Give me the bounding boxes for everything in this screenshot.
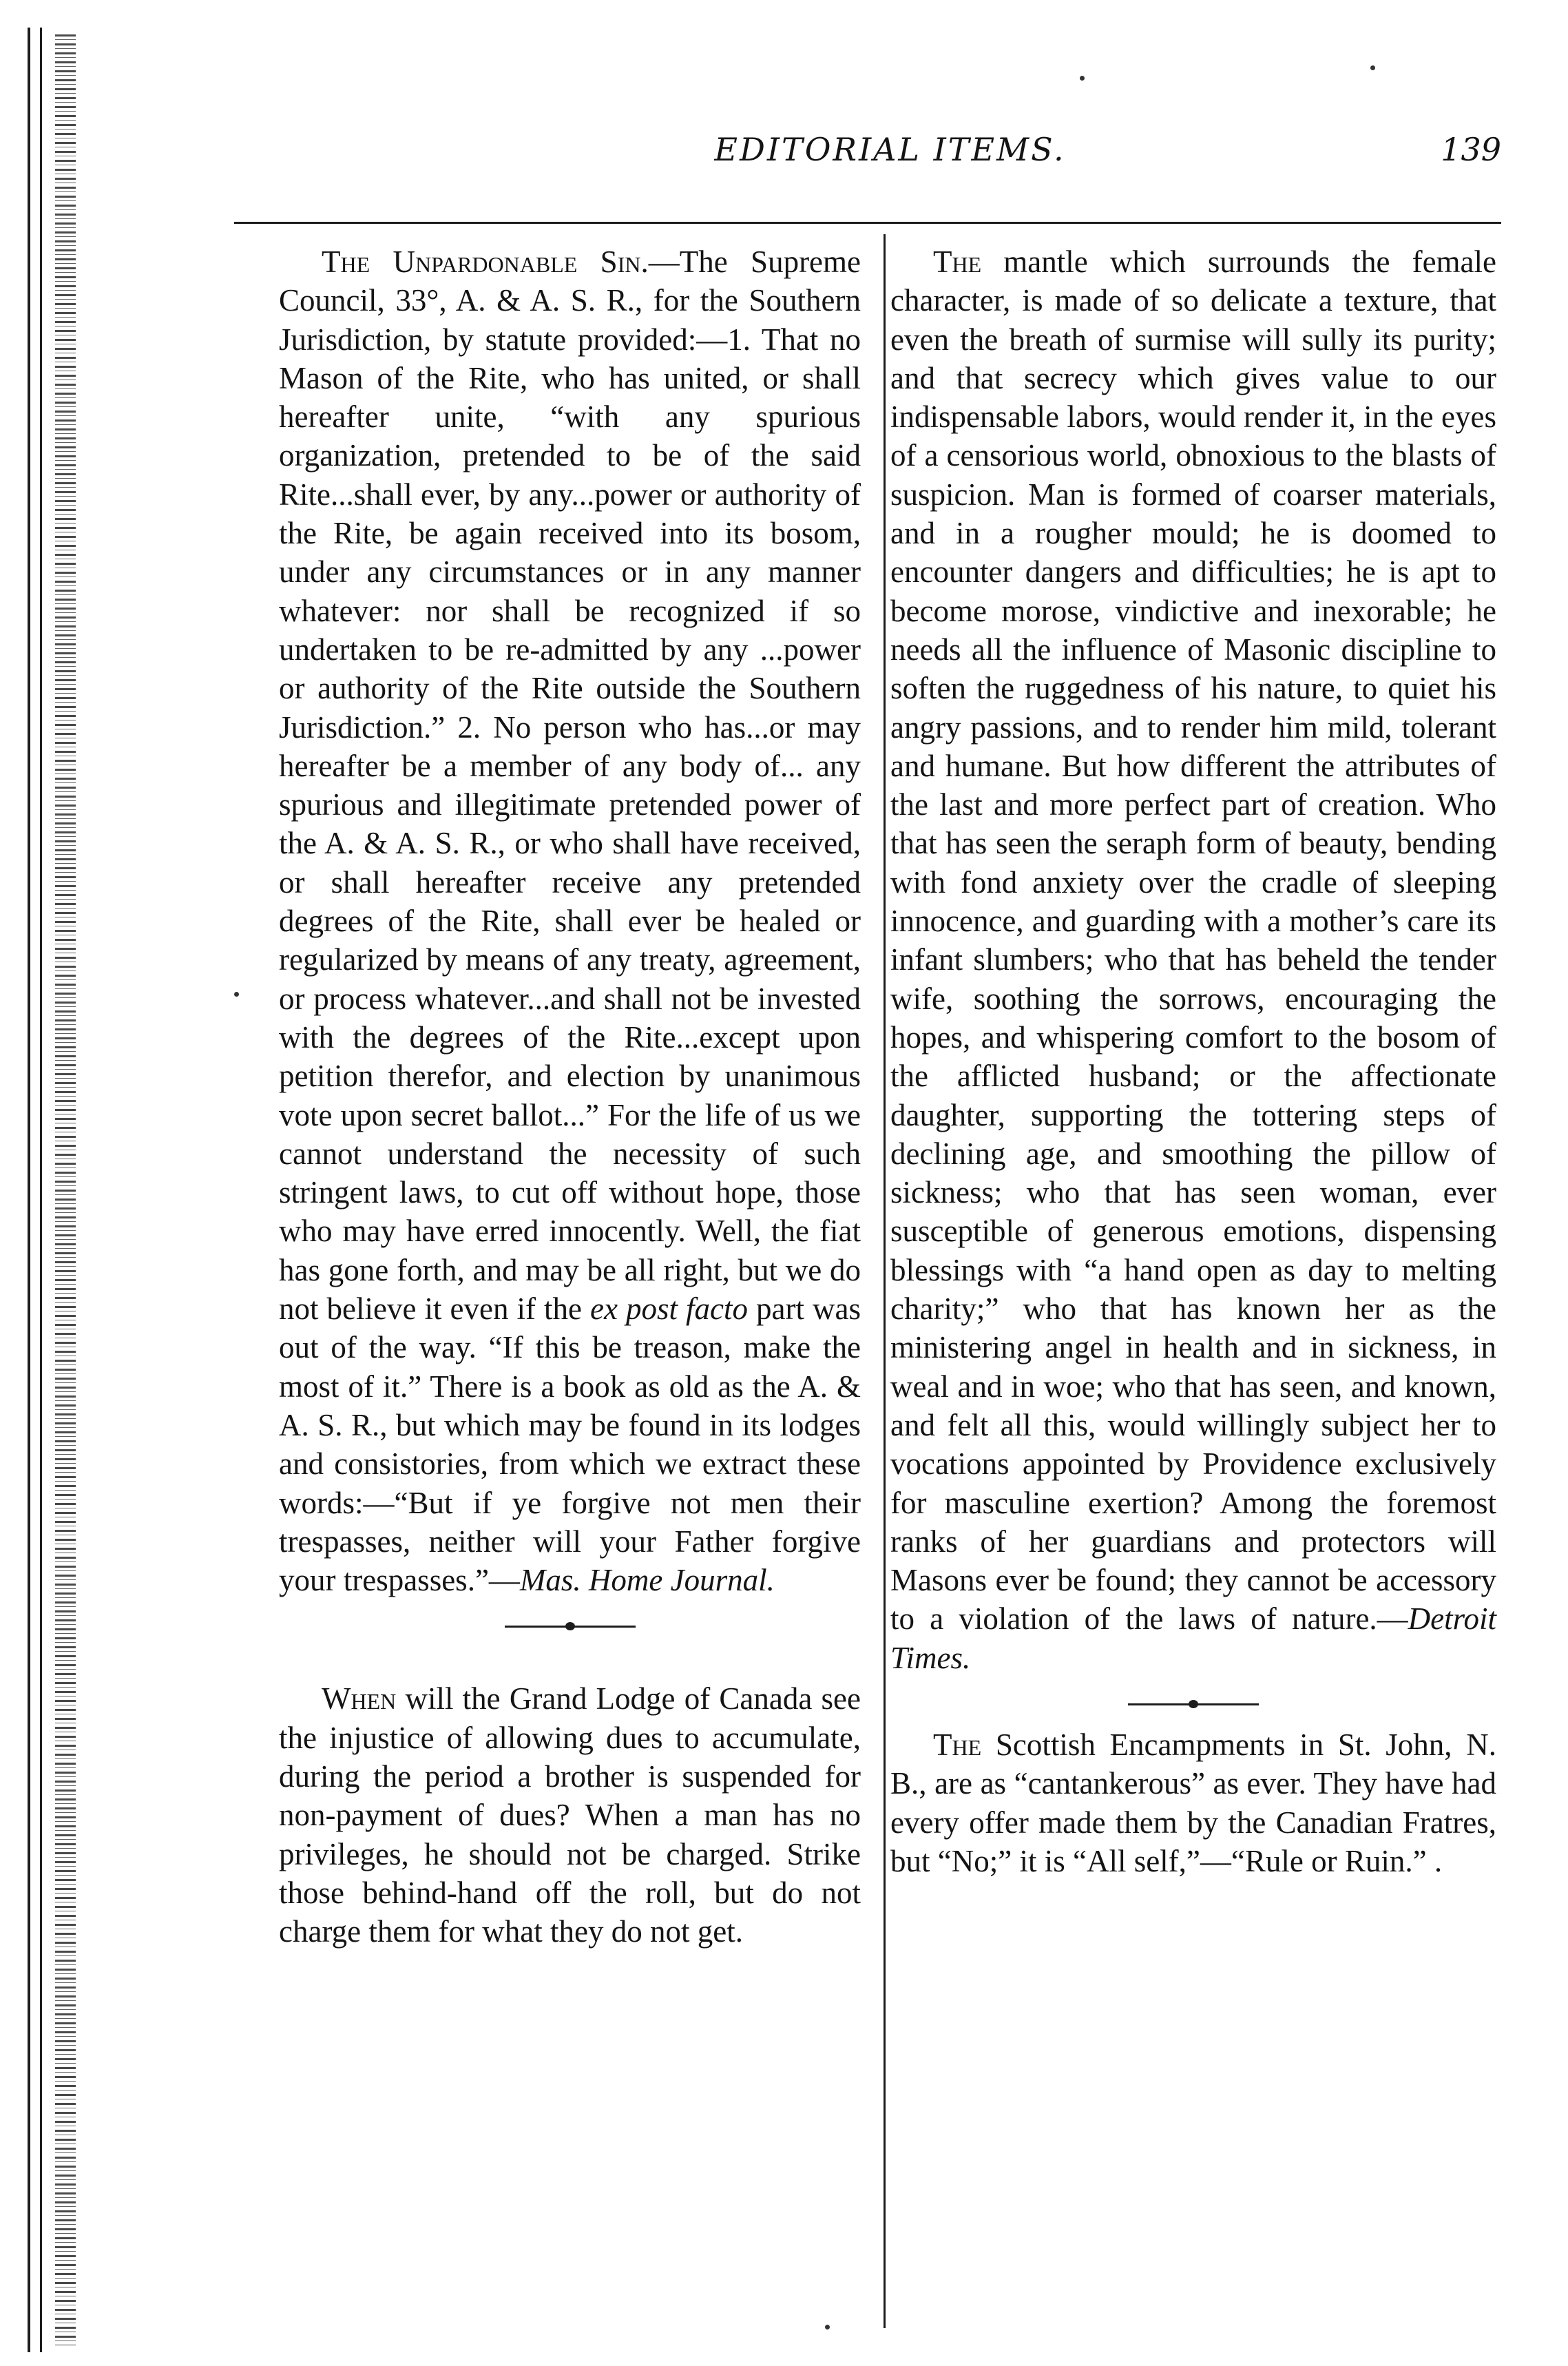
- article-lead: The: [933, 245, 982, 279]
- article-lead: When: [322, 1681, 397, 1716]
- article-body: mantle which surrounds the female character, is made of so delicate a texture, that even the breath of surmise will sully its purity; and that secrecy which gives value to our indispensable labors, would render it, in the eyes of a censorious world, obnoxious to the blasts of suspicion. Man is formed of coarser materials, and in a rougher mould; he is doomed to encounter dangers and difficulties; he is apt to become morose, vindictive and inexorable; he needs all the influence of Masonic discipline to soften the ruggedness of his nature, to quiet his angry passions, and to render him mild, tolerant and humane. But how different the attributes of the last and more perfect part of creation. Who that has seen the seraph form of beauty, bending with fond anxiety over the cradle of sleeping innocence, and guarding with a mother’s care its infant slumbers; who that has beheld the tender wife, soothing the sorrows, encouraging the hopes, and whispering comfort to the bosom of the afflicted husband; or the affectionate daughter, supporting the tottering steps of declining age, and smoothing the pillow of sickness; who that has seen woman, ever susceptible of generous emotions, dispensing blessings with “a hand open as day to melting charity;” who that has known her as the ministering angel in health and in sickness, in weal and in woe; who that has seen, and known, and felt all this, would willingly subject her to vocations appointed by Providence exclusively for masculine exertion? Among the foremost ranks of her guardians and protectors will Masons ever be found; they cannot be accessory to a violation of the laws of nature.—: [890, 245, 1496, 1637]
- article-body: —The Supreme Council, 33°, A. & A. S. R., for the Southern Jurisdiction, by statute provided:—1. That no Mason of the Rite, who has united, or shall hereafter unite, “with any spurious organization, pretended to be of the said Rite...shall ever, by any...power or authority of the Rite, be again received into its bosom, under any circumstances or in any manner whatever: nor shall be recognized if so undertaken to be re-admitted by any ...power or authority of the Rite outside the Southern Jurisdiction.” 2. No person who has...or may hereafter be a member of any body of... any spurious and illegitimate pretended power of the A. & A. S. R., or who shall have received, or shall hereafter receive any pretended degrees of the Rite, shall ever be healed or regularized by means of any treaty, agreement, or process whatever...and shall not be invested with the degrees of the Rite...except upon petition therefor, and election by unanimous vote upon secret ballot...” For the life of us we cannot understand the necessity of such stringent laws, to cut off without hope, those who may have erred innocently. Well, the fiat has gone forth, and may be all right, but we do not believe it even if the: [279, 245, 861, 1327]
- print-speck: [234, 992, 239, 997]
- article-lead: The Unpardonable Sin.: [322, 245, 649, 279]
- article-female-character: [890, 242, 1496, 1677]
- article-separator: [890, 1677, 1496, 1725]
- article-scottish-encampments: [890, 1725, 1496, 1880]
- right-column: [890, 242, 1496, 1880]
- print-speck: [1080, 76, 1085, 81]
- article-lead: The: [933, 1727, 982, 1762]
- running-head: EDITORIAL ITEMS.: [714, 131, 1066, 168]
- article-body-continued: part was out of the way. “If this be treason, make the most of it.” There is a book as old as the A. & A. S. R., but which may be found in its lodges and consistories, from which we extract these words:—“But if ye forgive not men their trespasses, neither will your Father forgive your trespasses.”—: [279, 1291, 861, 1598]
- article-body: will the Grand Lodge of Canada see the injustice of allowing dues to accumulate, during the period a brother is suspended for non-payment of dues? When a man has no privileges, he should not be charged. Strike those behind-hand off the roll, but do not charge them for what they do not get.: [279, 1681, 861, 1949]
- print-speck: [825, 2325, 830, 2329]
- article-source: Detroit Times.: [890, 1601, 1496, 1675]
- print-speck: [1370, 65, 1375, 70]
- binding-edge-line: [28, 28, 30, 2352]
- binding-edge-line: [40, 28, 42, 2352]
- article-separator: [279, 1599, 861, 1648]
- article-source: Mas. Home Journal.: [519, 1563, 775, 1598]
- article-unpardonable-sin: [279, 242, 861, 1599]
- article-grand-lodge-dues: [279, 1679, 861, 1951]
- left-column: [279, 242, 861, 1951]
- page-header: [279, 131, 1501, 186]
- binding-edge-texture: [55, 34, 76, 2345]
- page-number: 139: [1441, 131, 1501, 168]
- article-body: Scottish Encampments in St. John, N. B., are as “cantankerous” as ever. They have had every offer made them by the Canadian Fratres, but “No;” it is “All self,”—“Rule or Ruin.” .: [890, 1727, 1496, 1878]
- column-divider: [884, 234, 886, 2328]
- article-italic-phrase: ex post facto: [590, 1291, 748, 1327]
- header-rule: [234, 222, 1501, 224]
